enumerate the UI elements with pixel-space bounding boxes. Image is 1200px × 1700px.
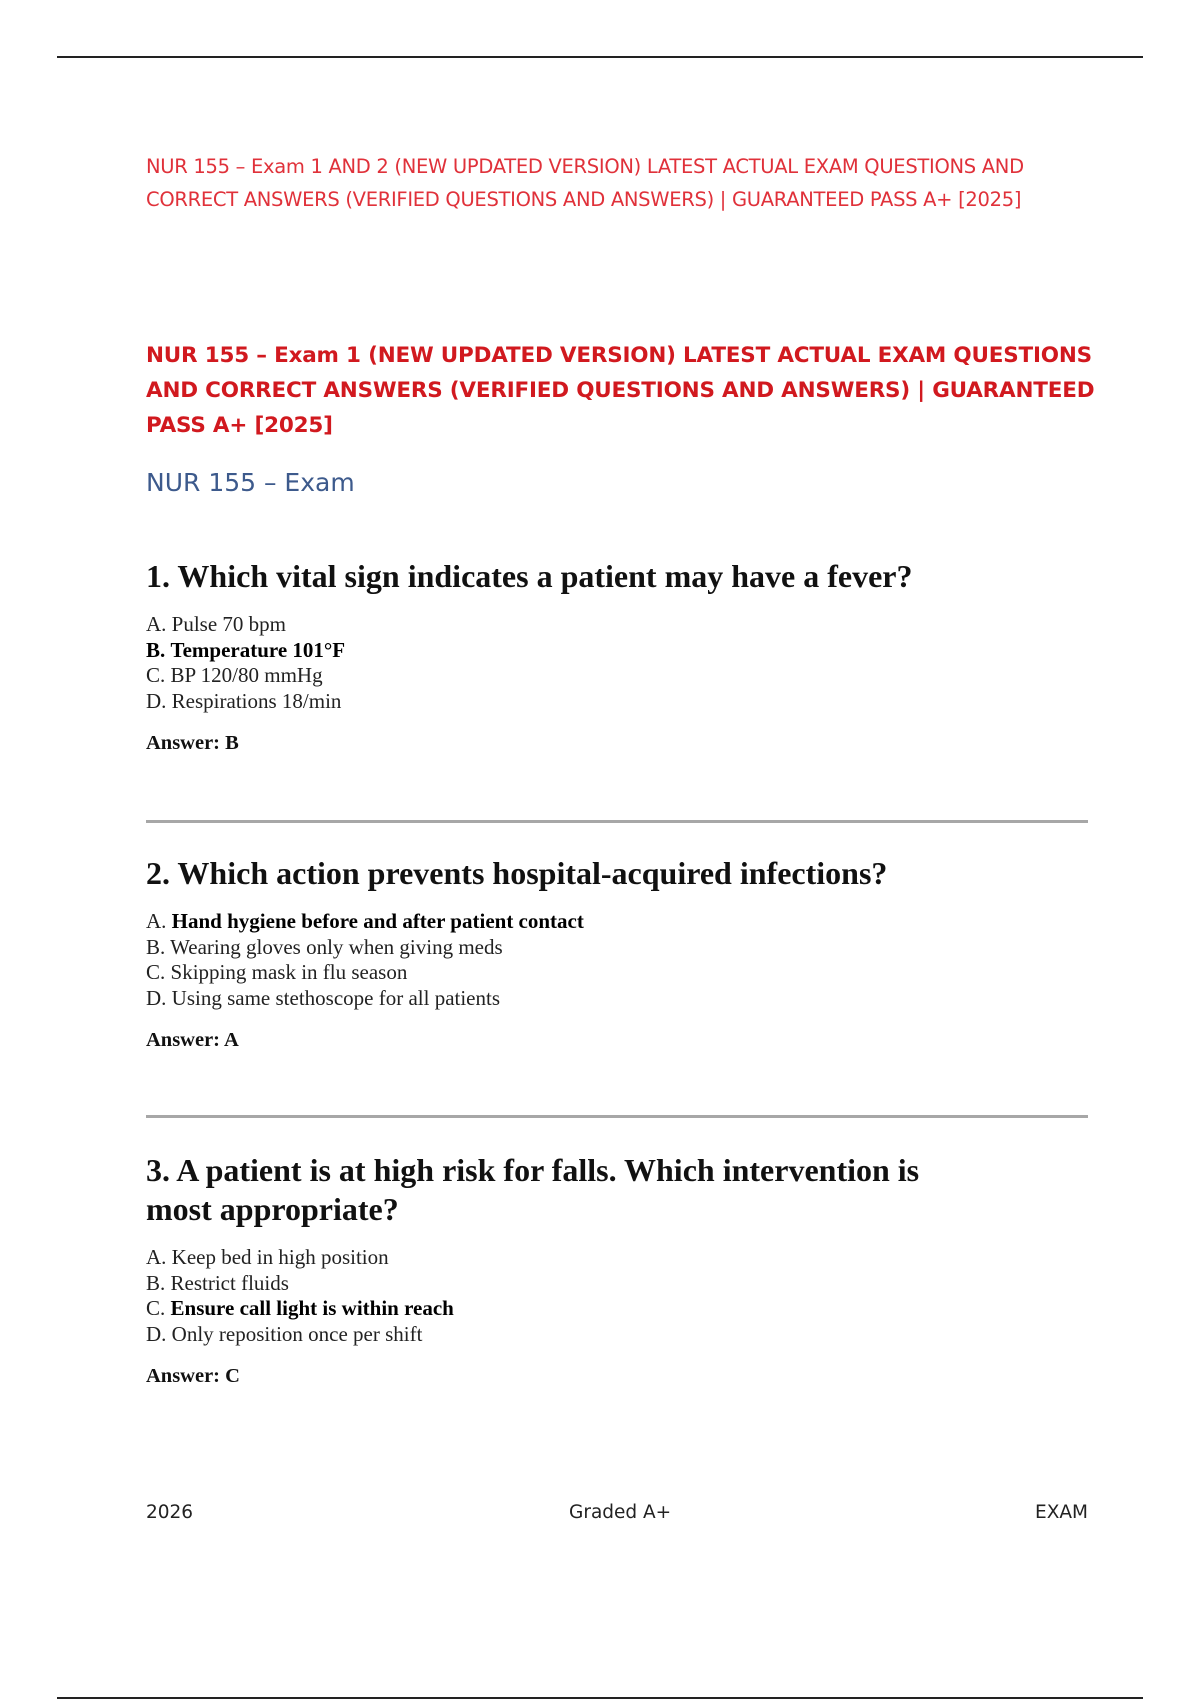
answer-key: Answer: C [146,1364,240,1387]
page-footer [146,1502,1088,1528]
option-letter: A. [146,1245,167,1269]
option-letter: B. [146,637,166,662]
header-line-2: CORRECT ANSWERS (VERIFIED QUESTIONS AND ANSWERS) | GUARANTEED PASS A+ [2025] [146,188,1022,211]
option-text: Respirations 18/min [171,689,342,714]
header-title [146,150,1086,216]
option-letter: A. [146,612,167,636]
option-text-correct: Temperature 101°F [170,637,346,662]
option-a [146,909,1096,935]
option-letter: B. [146,934,166,959]
option-list [146,612,1096,715]
option-c [146,960,1096,986]
option-letter: A. [146,909,167,933]
bottom-rule [57,1697,1143,1699]
option-letter: D. [146,1322,167,1347]
option-list [146,1245,1096,1348]
question-2 [146,854,1096,1053]
question-heading: 2. Which action prevents hospital-acquired infections? [146,855,888,891]
answer-key: Answer: A [146,1028,239,1051]
option-a [146,612,1096,638]
question-heading-line-1: 3. A patient is at high risk for falls. Which intervention is [146,1152,920,1188]
option-text: Only reposition once per shift [171,1322,423,1347]
option-letter: D. [146,689,167,714]
option-d [146,986,1096,1012]
option-text-correct: Ensure call light is within reach [170,1296,454,1321]
option-d [146,1322,1096,1348]
option-list [146,909,1096,1012]
title-line-2: AND CORRECT ANSWERS (VERIFIED QUESTIONS AND ANSWERS) | GUARANTEED [146,378,1095,403]
answer-key: Answer: B [146,731,239,754]
title-line-3: PASS A+ [2025] [146,413,333,438]
option-text: Skipping mask in flu season [170,960,408,985]
option-c [146,663,1096,689]
document-title [146,338,1096,443]
question-heading-line-2: most appropriate? [146,1191,399,1227]
top-rule [57,56,1143,58]
title-line-1: NUR 155 – Exam 1 (NEW UPDATED VERSION) LATEST ACTUAL EXAM QUESTIONS [146,343,1092,368]
option-a [146,1245,1096,1271]
footer-grade: Graded A+ [569,1502,672,1523]
section-divider [146,1115,1088,1118]
question-heading [146,1151,1096,1229]
option-c [146,1296,1096,1322]
option-text: Restrict fluids [170,1270,289,1295]
option-text: Keep bed in high position [171,1245,389,1269]
option-letter: C. [146,960,166,985]
footer-label: EXAM [1035,1502,1088,1523]
option-text: BP 120/80 mmHg [170,663,323,688]
option-letter: D. [146,986,167,1011]
option-text-correct: Hand hygiene before and after patient contact [171,909,584,933]
option-d [146,689,1096,715]
subtitle: NUR 155 – Exam [146,468,355,497]
header-line-1: NUR 155 – Exam 1 AND 2 (NEW UPDATED VERSION) LATEST ACTUAL EXAM QUESTIONS AND [146,155,1024,178]
section-divider [146,820,1088,823]
question-heading: 1. Which vital sign indicates a patient may have a fever? [146,558,913,594]
option-text: Pulse 70 bpm [171,612,287,636]
option-b [146,1271,1096,1297]
option-b [146,638,1096,664]
option-text: Using same stethoscope for all patients [171,986,501,1011]
question-1 [146,557,1096,756]
option-letter: C. [146,663,166,688]
option-text: Wearing gloves only when giving meds [170,934,503,959]
footer-year: 2026 [146,1502,194,1523]
option-b [146,935,1096,961]
question-3 [146,1151,1096,1389]
option-letter: B. [146,1270,166,1295]
option-letter: C. [146,1296,166,1321]
